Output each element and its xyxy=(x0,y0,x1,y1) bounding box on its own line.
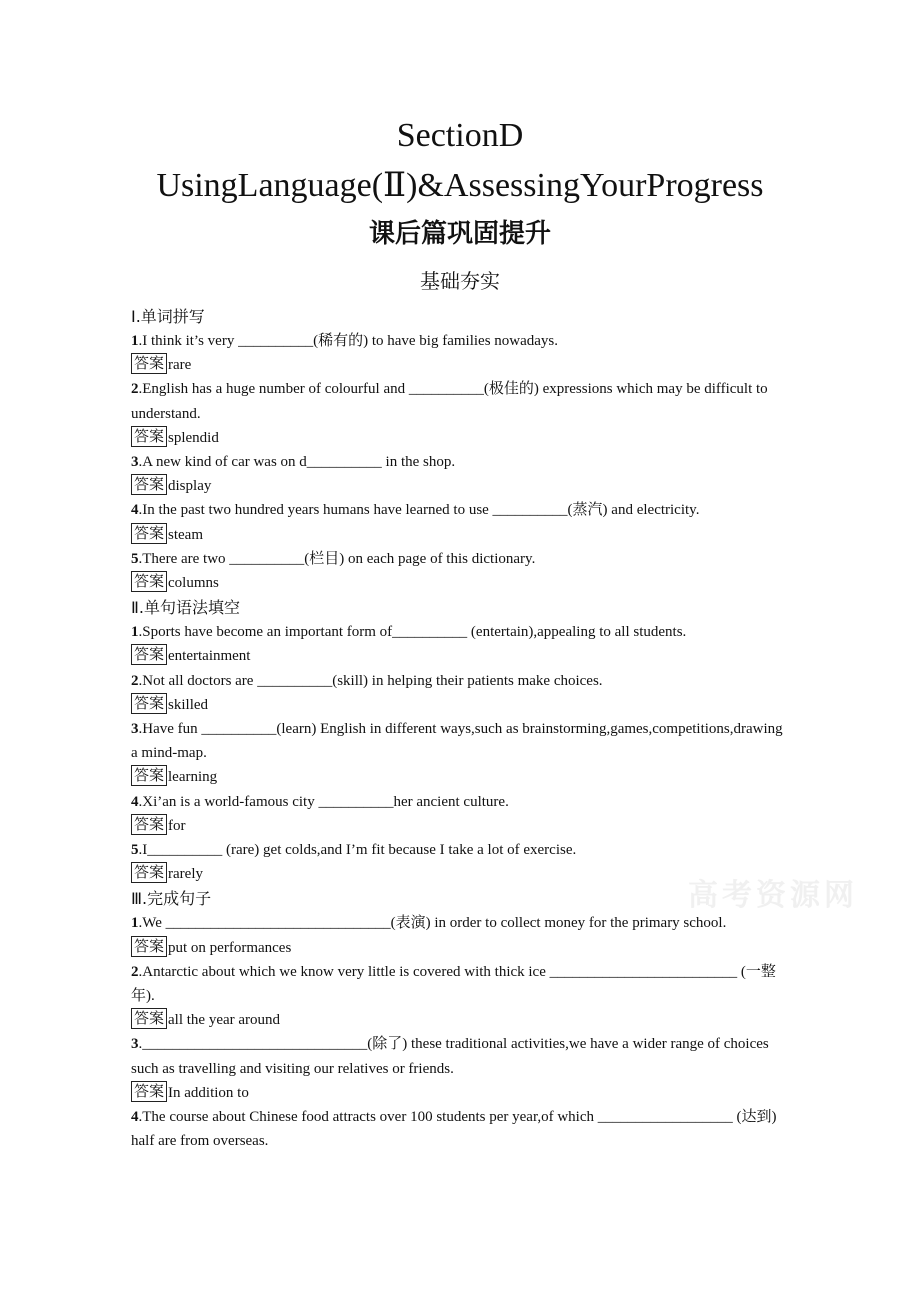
question-number: 2 xyxy=(131,963,139,980)
question-number: 4 xyxy=(131,793,139,810)
question-text: .I think it’s very __________(稀有的) to have big families nowadays. xyxy=(138,333,559,349)
answer-text: rarely xyxy=(168,866,203,883)
question-text: .Antarctic about which we know very little is covered with thick ice _________________________ (一整年). xyxy=(131,963,776,1004)
question-text: .A new kind of car was on d__________ in the shop. xyxy=(138,453,456,470)
question-text: .The course about Chinese food attracts over 100 students per year,of which __________________ (达到) half are from overseas. xyxy=(131,1108,777,1150)
question-number: 5 xyxy=(131,841,139,858)
answer-text: skilled xyxy=(168,696,209,713)
answer-row xyxy=(131,1008,791,1032)
answer-row xyxy=(131,571,791,595)
watermark: 高考资源网 xyxy=(688,878,858,913)
answer-row xyxy=(131,765,791,789)
question-number: 4 xyxy=(131,1108,139,1125)
answer-text: entertainment xyxy=(168,648,251,665)
section-heading: Ⅲ.完成句子 xyxy=(131,889,212,909)
answer-badge: 答案 xyxy=(131,862,167,883)
question xyxy=(131,838,791,862)
answer-badge: 答案 xyxy=(131,1008,167,1029)
question-text: .There are two __________(栏目) on each page of this dictionary. xyxy=(138,550,536,567)
question-number: 2 xyxy=(131,381,139,398)
answer-text: columns xyxy=(168,574,219,591)
question xyxy=(131,620,791,644)
question xyxy=(131,960,791,1008)
question-text: .English has a huge number of colourful and __________(极佳的) expressions which may be difficult to understand. xyxy=(131,381,768,422)
question-text: .Xi’an is a world-famous city __________her ancient culture. xyxy=(138,793,509,810)
answer-row xyxy=(131,814,791,838)
answer-text: rare xyxy=(168,357,192,374)
answer-row xyxy=(131,936,791,960)
answer-badge: 答案 xyxy=(131,1081,167,1102)
question xyxy=(131,547,791,571)
answer-badge: 答案 xyxy=(131,814,167,835)
answer-text: all the year around xyxy=(168,1012,281,1029)
exercise-content xyxy=(131,304,791,1153)
answer-badge: 答案 xyxy=(131,571,167,592)
question xyxy=(131,498,791,522)
title-practice: 课后篇巩固提升 xyxy=(368,219,551,249)
section-heading: Ⅰ.单词拼写 xyxy=(131,307,205,326)
answer-text: steam xyxy=(168,526,204,543)
question-number: 1 xyxy=(131,915,139,932)
question-number: 3 xyxy=(131,1036,139,1053)
answer-badge: 答案 xyxy=(131,936,167,957)
question-text: .Sports have become an important form of__________ (entertain),appealing to all students. xyxy=(138,624,687,641)
answer-row xyxy=(131,693,791,717)
question-text: .I__________ (rare) get colds,and I’m fit because I take a lot of exercise. xyxy=(138,841,577,858)
answer-text: display xyxy=(168,478,212,495)
question xyxy=(131,669,791,693)
question-number: 1 xyxy=(131,333,139,349)
answer-badge: 答案 xyxy=(131,474,167,495)
answer-badge: 答案 xyxy=(131,765,167,786)
question xyxy=(131,377,791,425)
question-number: 2 xyxy=(131,672,139,689)
answer-badge: 答案 xyxy=(131,426,167,447)
answer-text: splendid xyxy=(168,429,219,446)
question xyxy=(131,790,791,814)
answer-row xyxy=(131,644,791,668)
question-number: 3 xyxy=(131,720,139,737)
section-heading: Ⅱ.单句语法填空 xyxy=(131,598,240,618)
question-text: .We ______________________________(表演) in order to collect money for the primary school. xyxy=(138,915,727,932)
question-text: .Not all doctors are __________(skill) in helping their patients make choices. xyxy=(138,672,603,689)
answer-row xyxy=(131,523,791,547)
subtitle-basics: 基础夯实 xyxy=(420,269,500,293)
answer-text: learning xyxy=(168,769,218,786)
answer-badge: 答案 xyxy=(131,644,167,665)
question xyxy=(131,1032,791,1080)
answer-text: In addition to xyxy=(168,1084,249,1101)
question-text: .In the past two hundred years humans have learned to use __________(蒸汽) and electricity. xyxy=(138,502,700,519)
question xyxy=(131,1105,791,1153)
answer-badge: 答案 xyxy=(131,693,167,714)
question-number: 5 xyxy=(131,550,139,567)
answer-row xyxy=(131,474,791,498)
answer-text: for xyxy=(168,817,186,834)
answer-text: put on performances xyxy=(168,939,292,956)
answer-badge: 答案 xyxy=(131,523,167,544)
question-number: 3 xyxy=(131,453,139,470)
question xyxy=(131,717,791,765)
title-section: SectionD xyxy=(396,117,524,154)
question-number: 4 xyxy=(131,502,139,519)
answer-row xyxy=(131,353,791,377)
question xyxy=(131,329,791,353)
answer-badge: 答案 xyxy=(131,353,167,374)
question-text: .______________________________(除了) these traditional activities,we have a wider range of choices such as travelling and visiting our relatives or friends. xyxy=(131,1036,769,1077)
title-topic: UsingLanguage(Ⅱ)&AssessingYourProgress xyxy=(156,167,764,204)
question-text: .Have fun __________(learn) English in different ways,such as brainstorming,games,competitions,drawing a mind-map. xyxy=(131,720,783,762)
question-number: 1 xyxy=(131,624,139,641)
question xyxy=(131,450,791,474)
answer-row xyxy=(131,1081,791,1105)
answer-row xyxy=(131,426,791,450)
